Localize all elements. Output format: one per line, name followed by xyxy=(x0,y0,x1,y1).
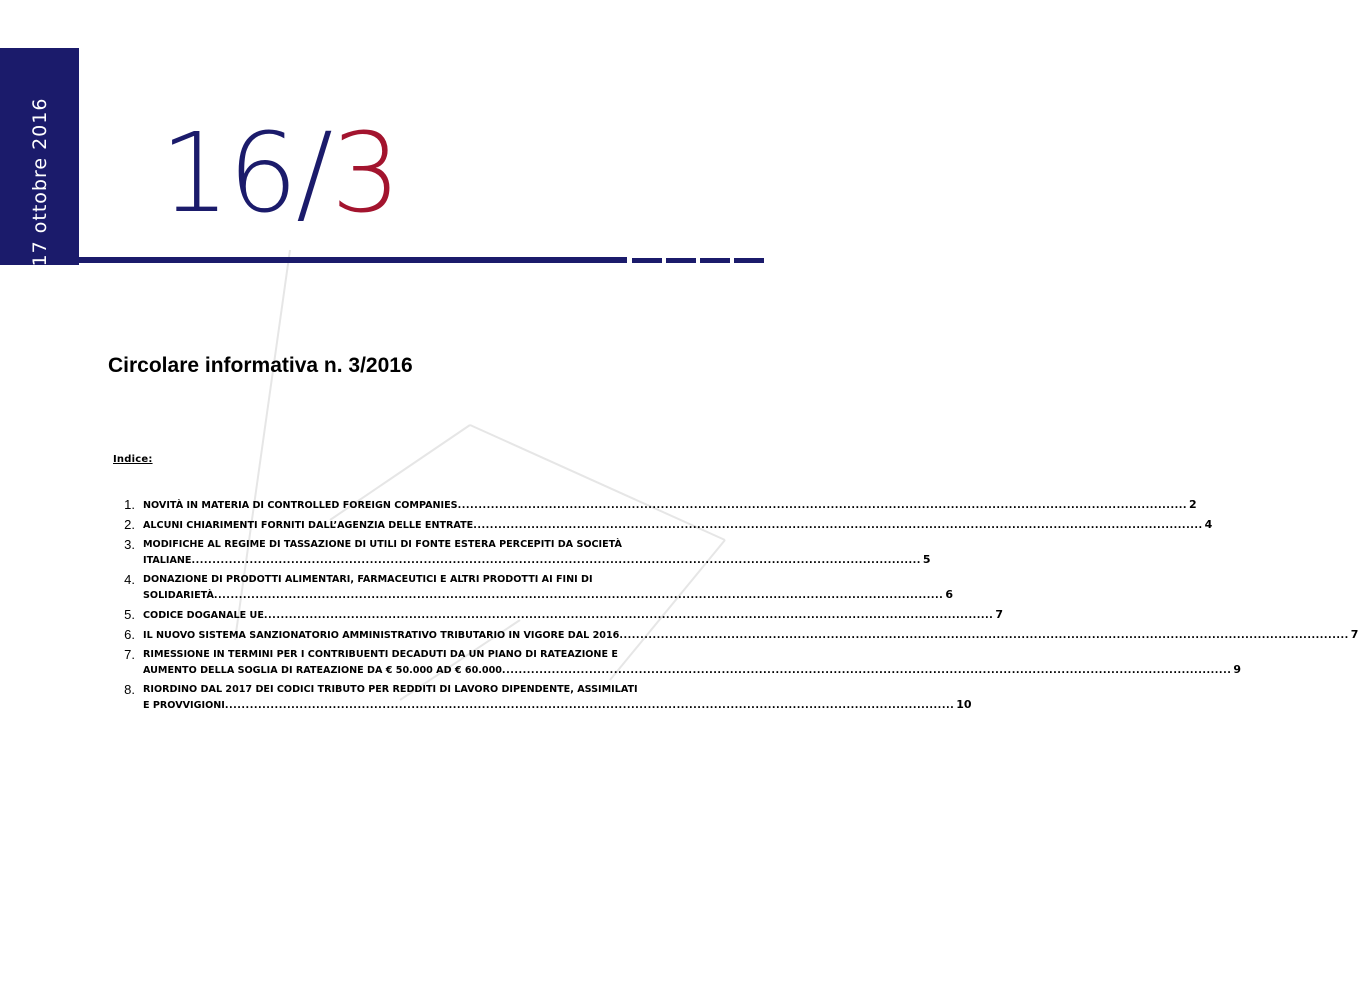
toc-entry-last-line xyxy=(143,552,931,568)
toc-entry-number: 1. xyxy=(124,497,135,512)
toc-entry-title-line: AUMENTO DELLA SOGLIA DI RATEAZIONE DA € 50.000 AD € 60.000 xyxy=(143,665,502,676)
toc-dot-leader xyxy=(225,698,954,713)
toc-entry[interactable] xyxy=(103,497,1197,513)
toc-entry-last-line xyxy=(143,697,972,713)
toc-entry-number: 7. xyxy=(124,647,135,662)
issue-date: 17 ottobre 2016 xyxy=(29,97,51,267)
toc-entry-text xyxy=(143,647,1241,678)
table-of-contents xyxy=(103,497,1358,717)
toc-dot-leader xyxy=(214,588,943,603)
toc-entry[interactable] xyxy=(103,537,931,568)
toc-entry-last-line xyxy=(143,587,953,603)
toc-entry-number: 2. xyxy=(124,517,135,532)
toc-entry-last-line xyxy=(143,662,1241,678)
toc-entry-title-line: DONAZIONE DI PRODOTTI ALIMENTARI, FARMACEUTICI E ALTRI PRODOTTI AI FINI DI xyxy=(143,574,593,585)
toc-entry[interactable] xyxy=(103,627,1358,643)
toc-entry-text xyxy=(143,572,953,603)
toc-page-number: 6 xyxy=(945,588,953,601)
header-dash xyxy=(700,258,730,263)
document-title: Circolare informativa n. 3/2016 xyxy=(108,354,413,377)
toc-entry-text xyxy=(143,537,931,568)
toc-entry-last-line xyxy=(143,607,1003,623)
issue-number-main: 16/ xyxy=(160,109,332,237)
header-rule xyxy=(79,257,627,263)
toc-page-number: 7 xyxy=(1350,628,1358,641)
toc-page-number: 2 xyxy=(1189,498,1197,511)
toc-dot-leader xyxy=(264,608,993,623)
index-label: Indice: xyxy=(113,454,153,465)
toc-entry-number: 3. xyxy=(124,537,135,552)
toc-entry-title-line: RIORDINO DAL 2017 DEI CODICI TRIBUTO PER REDDITI DI LAVORO DIPENDENTE, ASSIMILATI xyxy=(143,684,638,695)
issue-number-suffix: 3 xyxy=(331,109,400,237)
toc-page-number: 9 xyxy=(1233,663,1242,676)
toc-entry-title-line: MODIFICHE AL REGIME DI TASSAZIONE DI UTILI DI FONTE ESTERA PERCEPITI DA SOCIETÀ xyxy=(143,539,622,550)
toc-entry[interactable] xyxy=(103,572,953,603)
toc-entry[interactable] xyxy=(103,607,1003,623)
toc-dot-leader xyxy=(191,553,920,568)
toc-page-number: 10 xyxy=(956,698,972,711)
toc-entry-number: 6. xyxy=(124,627,135,642)
toc-entry-title-line: RIMESSIONE IN TERMINI PER I CONTRIBUENTI DECADUTI DA UN PIANO DI RATEAZIONE E xyxy=(143,649,618,660)
toc-entry-text xyxy=(143,607,1003,623)
toc-entry[interactable] xyxy=(103,682,972,713)
toc-entry-title-line: SOLIDARIETÀ xyxy=(143,590,214,601)
toc-entry-number: 8. xyxy=(124,682,135,697)
issue-number xyxy=(160,109,400,237)
toc-entry-number: 4. xyxy=(124,572,135,587)
toc-entry-last-line xyxy=(143,627,1358,643)
header-dash xyxy=(632,258,662,263)
sidebar-band xyxy=(0,48,79,265)
toc-entry[interactable] xyxy=(103,517,1213,533)
toc-entry-text xyxy=(143,517,1212,533)
toc-dot-leader xyxy=(458,498,1187,513)
toc-entry-last-line xyxy=(143,517,1212,533)
toc-dot-leader xyxy=(473,518,1202,533)
header-dash xyxy=(666,258,696,263)
toc-entry-title-line: NOVITÀ IN MATERIA DI CONTROLLED FOREIGN COMPANIES xyxy=(143,500,458,511)
toc-entry-text xyxy=(143,682,972,713)
toc-page-number: 4 xyxy=(1204,518,1213,531)
toc-dot-leader xyxy=(619,628,1348,643)
toc-page-number: 5 xyxy=(922,553,931,566)
toc-entry-title-line: CODICE DOGANALE UE xyxy=(143,610,264,621)
toc-entry-title-line: ITALIANE xyxy=(143,555,192,566)
header-dash xyxy=(734,258,764,263)
toc-entry-text xyxy=(143,497,1197,513)
toc-entry-text xyxy=(143,627,1358,643)
toc-entry-number: 5. xyxy=(124,607,135,622)
toc-entry-last-line xyxy=(143,497,1197,513)
toc-entry-title-line: E PROVVIGIONI xyxy=(143,700,225,711)
toc-entry-title-line: IL NUOVO SISTEMA SANZIONATORIO AMMINISTRATIVO TRIBUTARIO IN VIGORE DAL 2016 xyxy=(143,630,620,641)
toc-entry-title-line: ALCUNI CHIARIMENTI FORNITI DALL’AGENZIA DELLE ENTRATE xyxy=(143,520,474,531)
toc-page-number: 7 xyxy=(995,608,1003,621)
toc-entry[interactable] xyxy=(103,647,1242,678)
toc-dot-leader xyxy=(502,663,1231,678)
